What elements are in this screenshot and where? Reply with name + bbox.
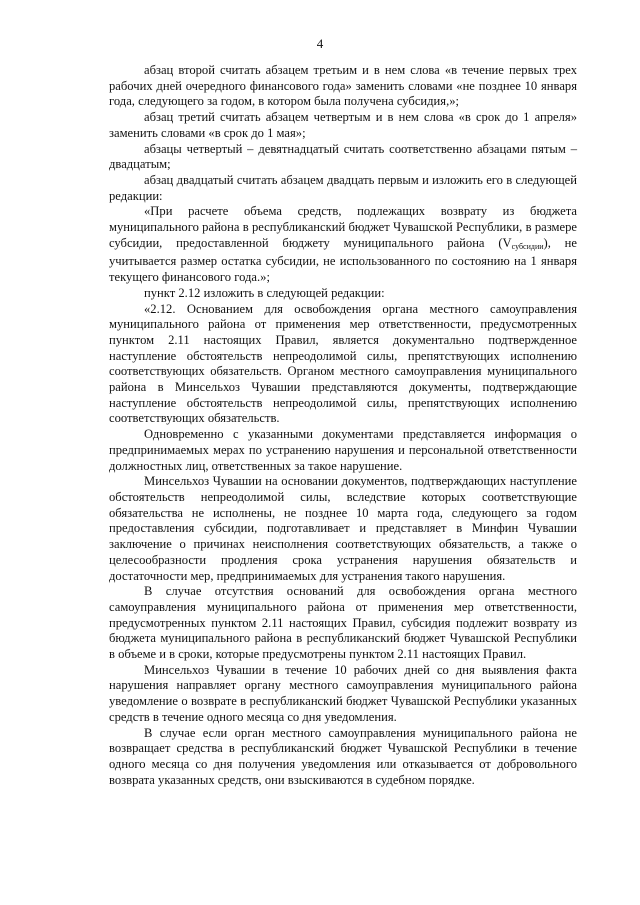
paragraph: В случае если орган местного самоуправления муниципального района не возвращает средства в республиканский бюджет Чувашской Республики в течение одного месяца со дня получения уведомления или отказывается от добровольного возврата указанных средств, они взыскиваются в судебном порядке. (109, 725, 577, 787)
paragraph: В случае отсутствия оснований для освобождения органа местного самоуправления муниципального района от применения мер ответственности, предусмотренных пунктом 2.11 настоящих Правил, субсидия подлежит возврату из бюджета муниципального района в республиканский бюджет Чувашской Республики в объеме и в сроки, которые предусмотрены пунктом 2.11 настоящих Правил. (109, 584, 577, 662)
paragraph: «2.12. Основанием для освобождения органа местного самоуправления муниципального района от применения мер ответственности, предусмотренных пунктом 2.11 настоящих Правил, является документально подтвержденное наступление обстоятельств непреодолимой силы, препятствующих исполнению соответствующих обязательств. Органом местного самоуправления муниципального района в Минсельхоз Чувашии представляются документы, подтверждающие наступление обстоятельств непреодолимой силы, препятствующих исполнению соответствующих обязательств. (109, 301, 577, 426)
paragraph: Одновременно с указанными документами представляется информация о предпринимаемых мерах по устранению нарушения и персональной ответственности должностных лиц, ответственных за такое нарушение. (109, 427, 577, 473)
paragraph-text-after: ), не учитывается размер остатка субсидии, не использованного по состоянию на 1 января текущего финансового года.»; (109, 235, 577, 285)
paragraph: пункт 2.12 изложить в следующей редакции: (144, 285, 385, 300)
paragraph: Минсельхоз Чувашии на основании документов, подтверждающих наступление обстоятельств непреодолимой силы, вследствие которых соответствующие обязательства не исполнены, не позднее 10 марта года, следующего за годом предоставления субсидии, подготавливает и представляет в Минфин Чувашии заключение о причинах неисполнения соответствующих обязательств, а также о целесообразности продления срока устранения нарушения обязательств и достаточности мер, предпринимаемых для устранения такого нарушения. (109, 474, 577, 583)
paragraph: абзац второй считать абзацем третьим и в нем слова «в течение первых трех рабочих дней очередного финансового года» заменить словами «не позднее 10 января года, следующего за годом, в котором была получена субсидия,»; (109, 63, 577, 109)
paragraph: Минсельхоз Чувашии в течение 10 рабочих дней со дня выявления факта нарушения направляет органу местного самоуправления муниципального района уведомление о возврате в республиканский бюджет Чувашской Республики указанных средств в течение одного месяца со дня уведомления. (109, 662, 577, 724)
paragraph: абзац двадцатый считать абзацем двадцать первым и изложить его в следующей редакции: (109, 172, 577, 203)
subscript-subsidy: субсидии (511, 241, 544, 251)
paragraph: абзацы четвертый – девятнадцатый считать соответственно абзацами пятым – двадцатым; (109, 141, 577, 172)
paragraph-text-before: «При расчете объема средств, подлежащих возврату из бюджета муниципального района в республиканский бюджет Чувашской Республики, в размере субсидии, предоставленной бюджету муниципального района (V (109, 204, 577, 250)
paragraph: абзац третий считать абзацем четвертым и в нем слова «в срок до 1 апреля» заменить словами «в срок до 1 мая»; (109, 110, 577, 140)
paragraph-quote-calculation (109, 204, 577, 286)
document-body (109, 63, 577, 788)
page-number: 4 (316, 36, 324, 51)
